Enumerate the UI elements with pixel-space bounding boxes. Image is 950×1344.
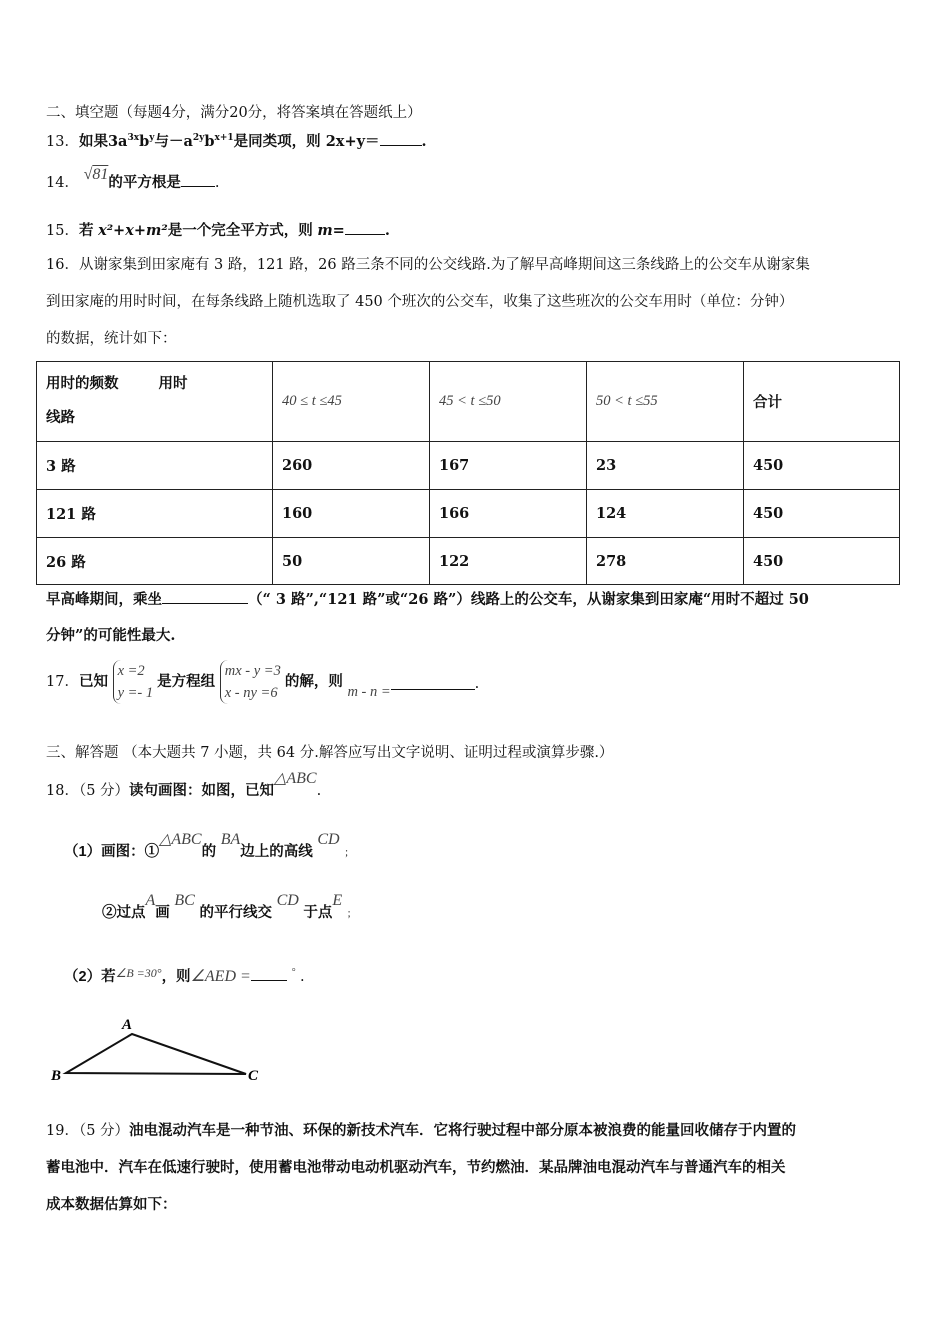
question-18-part2: （2）若$^{\angle B =30^\circ}$，则∠AED = ° . <box>64 965 305 985</box>
question-16-line3: 的数据，统计如下： <box>46 331 177 347</box>
question-18-part1-step2: ②过点A画 BC 的平行线交 CD 于点E ； <box>102 892 357 921</box>
question-19-line3: 成本数据估算如下： <box>46 1196 177 1213</box>
vertex-label-b: B <box>51 1068 62 1084</box>
triangle-figure <box>46 1012 276 1086</box>
question-14: 14． √81的平方根是 . <box>46 166 220 191</box>
question-16-line1: 16．从谢家集到田家庵有 3 路，121 路，26 路三条不同的公交线路.为了解早高峰期间这三条线路上的公交车从谢家集 <box>46 257 810 273</box>
question-16-after1: 早高峰期间，乘坐 （“ 3 路”,“121 路”或“26 路”）线路上的公交车，从谢家集到田家庵“用时不超过 50 <box>46 591 809 608</box>
answer-blank-13[interactable] <box>380 131 422 146</box>
question-18-part1: （1）画图：①△ABC的 BA边上的高线 CD ； <box>64 831 355 860</box>
section2-heading: 二、填空题（每题4分，满分20分，将答案填在答题纸上） <box>46 105 422 121</box>
question-15: 15．若 x²+x+m²是一个完全平方式，则 m= . <box>46 222 390 239</box>
vertex-label-c: C <box>248 1068 259 1084</box>
answer-blank-14[interactable] <box>181 172 215 187</box>
sqrt-symbol: √81 <box>83 166 109 183</box>
answer-blank-18[interactable] <box>251 966 287 981</box>
question-19-line2: 蓄电池中．汽车在低速行驶时，使用蓄电池带动电动机驱动汽车，节约燃油．某品牌油电混动汽车与普通汽车的相关 <box>46 1159 786 1176</box>
question-17: 17．已知 x =2 y =- 1是方程组 mx - y =3 x - ny =6的解，则 m - n = . <box>46 660 479 704</box>
frequency-table <box>36 361 900 585</box>
table-row: 121 路 160 166 124 450 <box>37 490 900 538</box>
question-16-line2: 到田家庵的用时时间，在每条线路上随机选取了 450 个班次的公交车，收集了这些班次的公交车用时（单位：分钟） <box>46 294 794 310</box>
vertex-label-a: A <box>122 1017 133 1033</box>
question-13: 13．如果$3a^{3x}b^y$与$-a^{2y}b^{x+1}$是同类项，则 2x+y＝ . <box>46 132 427 150</box>
table-corner-cell: 用时的频数 用时 线路 <box>37 362 273 442</box>
triangle-abc <box>66 1034 246 1074</box>
answer-blank-17[interactable] <box>391 675 475 690</box>
answer-blank-16[interactable] <box>162 589 248 604</box>
table-row: 3 路 260 167 23 450 <box>37 442 900 490</box>
question-18: 18．（5 分）读句画图：如图，已知△ABC. <box>46 770 322 799</box>
table-row: 26 路 50 122 278 450 <box>37 538 900 585</box>
table-header: 45 < t ≤50 <box>430 362 587 442</box>
system-brace: mx - y =3 x - ny =6 <box>220 660 285 704</box>
table-header-row <box>37 362 900 442</box>
section3-heading: 三、解答题 （本大题共 7 小题，共 64 分.解答应写出文字说明、证明过程或演算步骤.） <box>46 745 614 761</box>
table-header: 50 < t ≤55 <box>587 362 744 442</box>
table-header: 合计 <box>744 362 900 442</box>
question-16-after2: 分钟”的可能性最大. <box>46 627 176 644</box>
solution-brace: x =2 y =- 1 <box>113 660 158 704</box>
table-header: 40 ≤ t ≤45 <box>273 362 430 442</box>
answer-blank-15[interactable] <box>345 220 385 235</box>
question-19-line1: 19．（5 分）油电混动汽车是一种节油、环保的新技术汽车．它将行驶过程中部分原本被浪费的能量回收储存于内置的 <box>46 1122 797 1139</box>
